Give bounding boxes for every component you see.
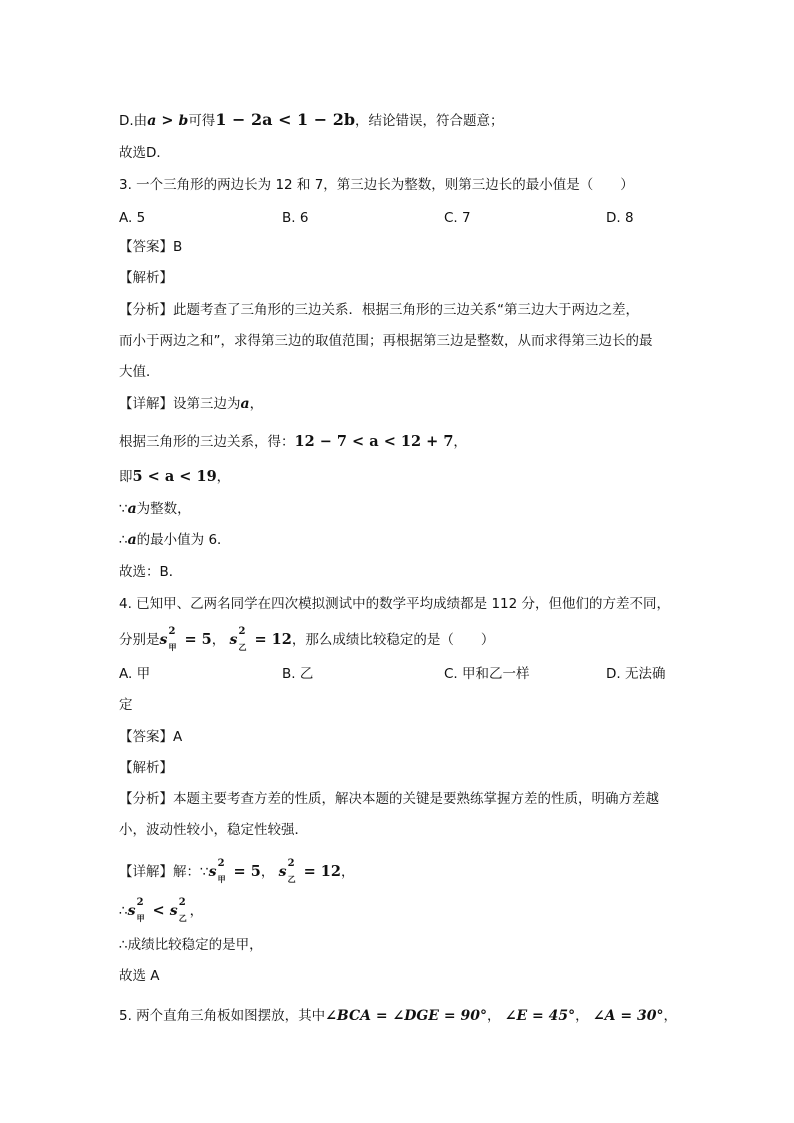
q3-option-a: A. 5 (119, 210, 146, 226)
variance-symbol: s 2 乙 (278, 858, 296, 884)
q4-option-d: D. 无法确 (606, 666, 666, 682)
math-var: b (178, 113, 189, 129)
q4-detail-1 (119, 858, 355, 884)
q3-choose: 故选：B． (119, 564, 183, 580)
variance-symbol: s 2 乙 (229, 626, 247, 652)
q4-stem-line-2 (119, 626, 495, 652)
text: ，那么成绩比较稳定的是（ ） (291, 632, 495, 648)
math-expression: = 12 (298, 863, 341, 880)
text: ， (575, 1008, 589, 1024)
text: ， (260, 864, 275, 880)
q4-option-b: B. 乙 (282, 666, 314, 682)
math-var: a (127, 532, 137, 548)
q4-fenxi-line-2: 小，波动性较小，稳定性较强． (119, 822, 308, 838)
q3-detail-5 (119, 530, 231, 550)
text: ， (663, 1008, 677, 1024)
math-op: > (156, 112, 179, 129)
q4-detail-2 (119, 897, 204, 923)
text: ， (486, 1008, 501, 1024)
text: 【详解】设第三边为 (119, 396, 241, 412)
math-op: < (147, 902, 170, 919)
q3-fenxi-line-3: 大值． (119, 364, 160, 380)
text: ， (340, 864, 355, 880)
math-var: a (147, 113, 157, 129)
variance-symbol: s 2 甲 (208, 858, 226, 884)
q4-option-c: C. 甲和乙一样 (444, 666, 530, 682)
text: ∴ (119, 903, 128, 919)
q3-detail-3 (119, 467, 230, 487)
math-expression: = 5 (179, 631, 212, 648)
math-expression: 5 < a < 19 (132, 468, 217, 485)
math-expression: 1 − 2a < 1 − 2b (215, 110, 356, 129)
q5-stem (119, 1006, 677, 1026)
q4-detail-3: ∴成绩比较稳定的是甲， (119, 937, 263, 953)
q3-detail-4 (119, 499, 191, 519)
q3-fenxi-line-1: 【分析】此题考查了三角形的三边关系．根据三角形的三边关系“第三边大于两边之差， (119, 302, 639, 318)
text: 分别是 (119, 632, 160, 648)
q3-answer: 【答案】B (119, 239, 183, 255)
text: 为整数， (136, 501, 191, 517)
text: ∴ (119, 532, 128, 548)
text: 的最小值为 6． (136, 532, 231, 548)
text: ∵ (119, 501, 128, 517)
variance-symbol: s 2 甲 (159, 626, 177, 652)
q3-stem: 3. 一个三角形的两边长为 12 和 7，第三边长为整数，则第三边长的最小值是（ ） (119, 177, 634, 193)
q4-answer: 【答案】A (119, 729, 183, 745)
math-expression: = 12 (249, 631, 292, 648)
q3-detail-1 (119, 394, 263, 414)
text-line-d (119, 110, 504, 131)
q4-choose: 故选 A (119, 968, 160, 984)
q4-analysis-heading: 【解析】 (119, 760, 173, 776)
text: ，结论错误，符合题意； (355, 113, 504, 129)
math-expression: ∠E = 45° (504, 1008, 576, 1024)
text: D.由 (119, 113, 148, 129)
q4-stem: 4. 已知甲、乙两名同学在四次模拟测试中的数学平均成绩都是 112 分，但他们的方差不同， (119, 596, 671, 612)
math-expression: = 5 (228, 863, 261, 880)
text: ， (249, 396, 264, 412)
q3-option-d: D. 8 (606, 210, 634, 226)
math-var: a (240, 396, 250, 412)
math-expression: ∠A = 30° (592, 1008, 664, 1024)
math-var: a (127, 501, 137, 517)
text: 可得 (188, 113, 216, 129)
q3-option-c: C. 7 (444, 210, 471, 226)
variance-symbol: s 2 甲 (127, 897, 145, 923)
variance-symbol: s 2 乙 (169, 897, 187, 923)
text: 即 (119, 469, 133, 485)
text: 根据三角形的三边关系，得： (119, 434, 295, 450)
q3-option-b: B. 6 (282, 210, 309, 226)
math-expression: 12 − 7 < a < 12 + 7 (294, 433, 454, 450)
text: ， (453, 434, 467, 450)
text: ， (211, 632, 226, 648)
q3-fenxi-line-2: 而小于两边之和”，求得第三边的取值范围；再根据第三边是整数，从而求得第三边长的最 (119, 333, 653, 349)
q3-analysis-heading: 【解析】 (119, 270, 173, 286)
text: 【详解】解：∵ (119, 864, 209, 880)
q4-fenxi-line-1: 【分析】本题主要考查方差的性质，解决本题的关键是要熟练掌握方差的性质，明确方差越 (119, 791, 659, 807)
q4-option-a: A. 甲 (119, 666, 151, 682)
math-expression: ∠BCA = ∠DGE = 90° (325, 1008, 487, 1024)
text: 5. 两个直角三角板如图摆放，其中 (119, 1008, 326, 1024)
q3-detail-2 (119, 432, 467, 452)
text: ， (189, 903, 204, 919)
choose-d: 故选D． (119, 145, 170, 161)
q4-option-d-wrap: 定 (119, 697, 133, 713)
text: ， (216, 469, 231, 485)
